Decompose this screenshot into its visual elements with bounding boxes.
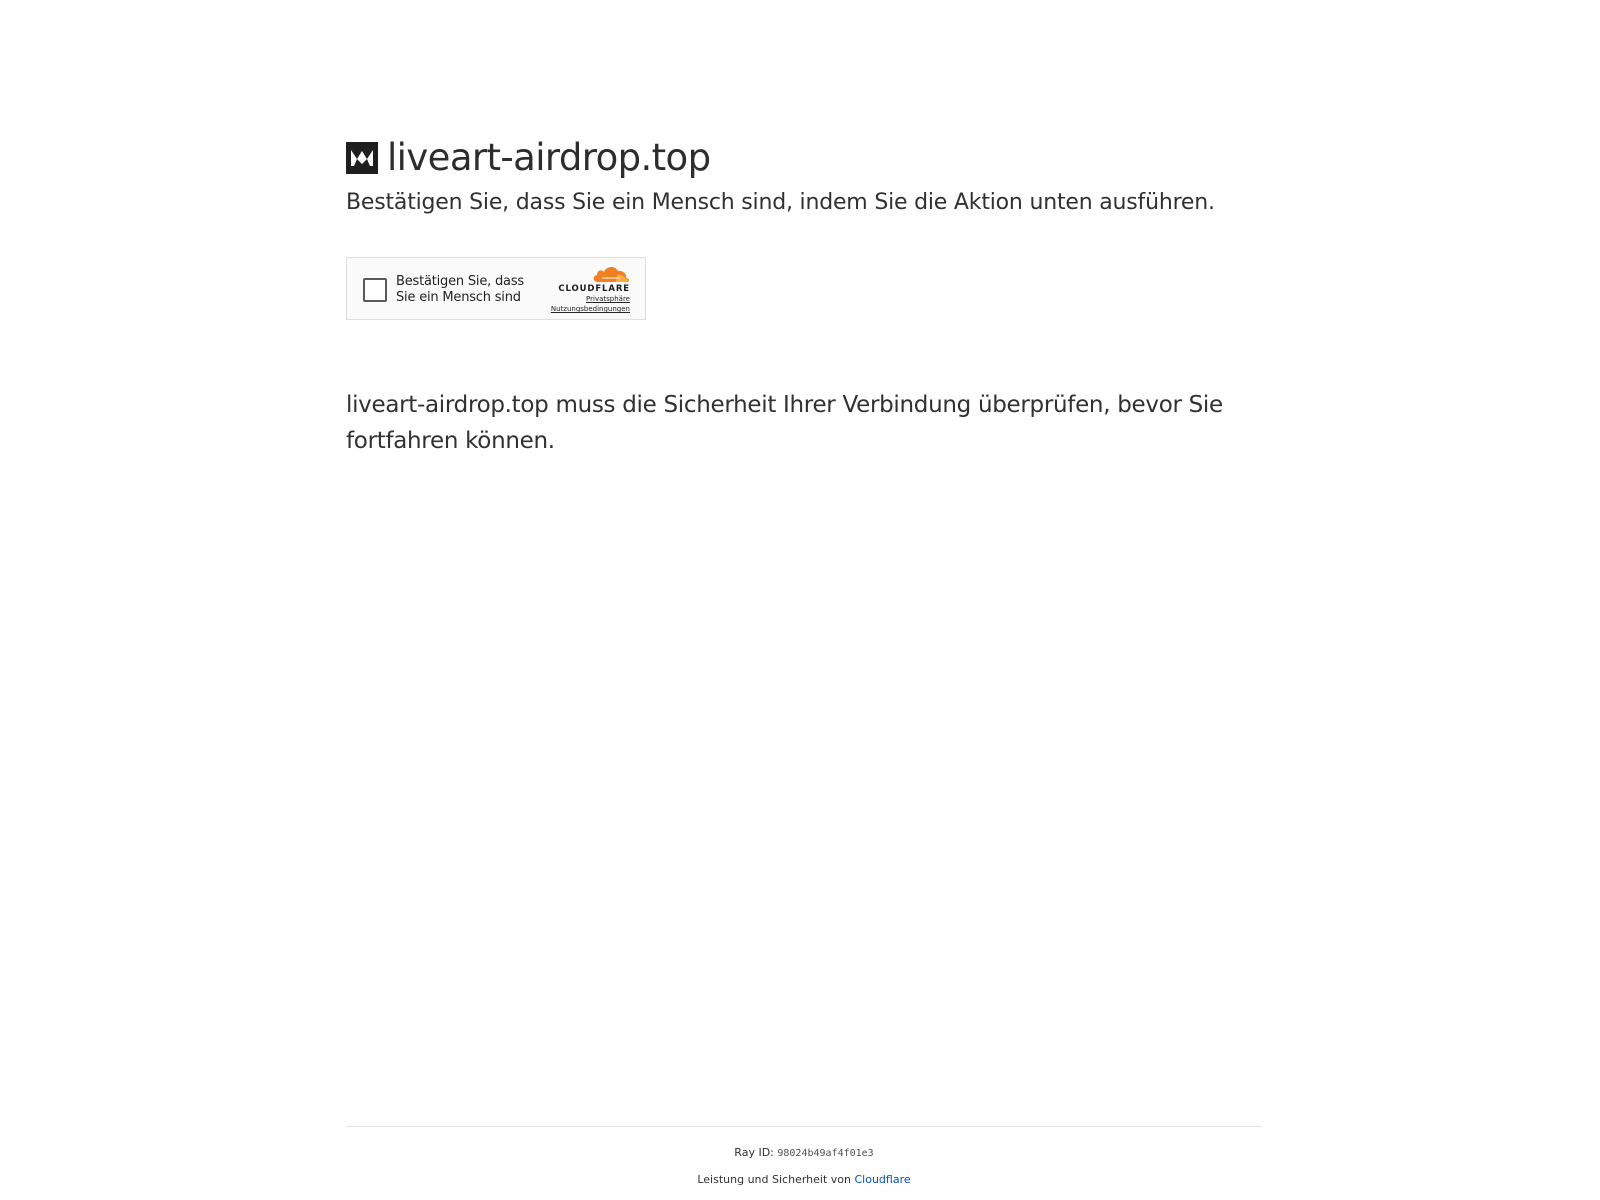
ray-id-value: 98024b49af4f01e3: [777, 1148, 874, 1159]
performance-line: [346, 1172, 1262, 1188]
cloudflare-footer-link[interactable]: Cloudflare: [854, 1173, 911, 1186]
checkbox-label-line-1: Bestätigen Sie, dass: [396, 274, 524, 289]
terms-link[interactable]: Nutzungsbedingungen: [550, 305, 630, 313]
ray-id-line: [346, 1145, 1262, 1162]
privacy-link[interactable]: Privatsphäre: [586, 295, 630, 303]
cloudflare-wordmark: CLOUDFLARE: [558, 284, 630, 294]
main-content: [346, 136, 1262, 454]
cloudflare-cloud-icon: [590, 264, 630, 284]
turnstile-widget: [346, 257, 646, 320]
site-title: liveart-airdrop.top: [387, 136, 711, 179]
performance-text: Leistung und Sicherheit von: [697, 1173, 855, 1186]
security-check-message: liveart-airdrop.top muss die Sicherheit Ihrer Verbindung überprüfen, bevor Sie fortfahren können.: [346, 392, 1223, 454]
checkbox-label-line-2: Sie ein Mensch sind: [396, 290, 521, 305]
site-crown-icon: [346, 142, 378, 174]
cloudflare-branding: [510, 264, 630, 314]
ray-id-label: Ray ID:: [734, 1146, 778, 1159]
page-footer: [346, 1126, 1262, 1188]
page-subtitle: Bestätigen Sie, dass Sie ein Mensch sind, indem Sie die Aktion unten ausführen.: [346, 190, 1215, 215]
human-verification-checkbox[interactable]: [363, 278, 387, 302]
site-header: [346, 137, 1262, 179]
